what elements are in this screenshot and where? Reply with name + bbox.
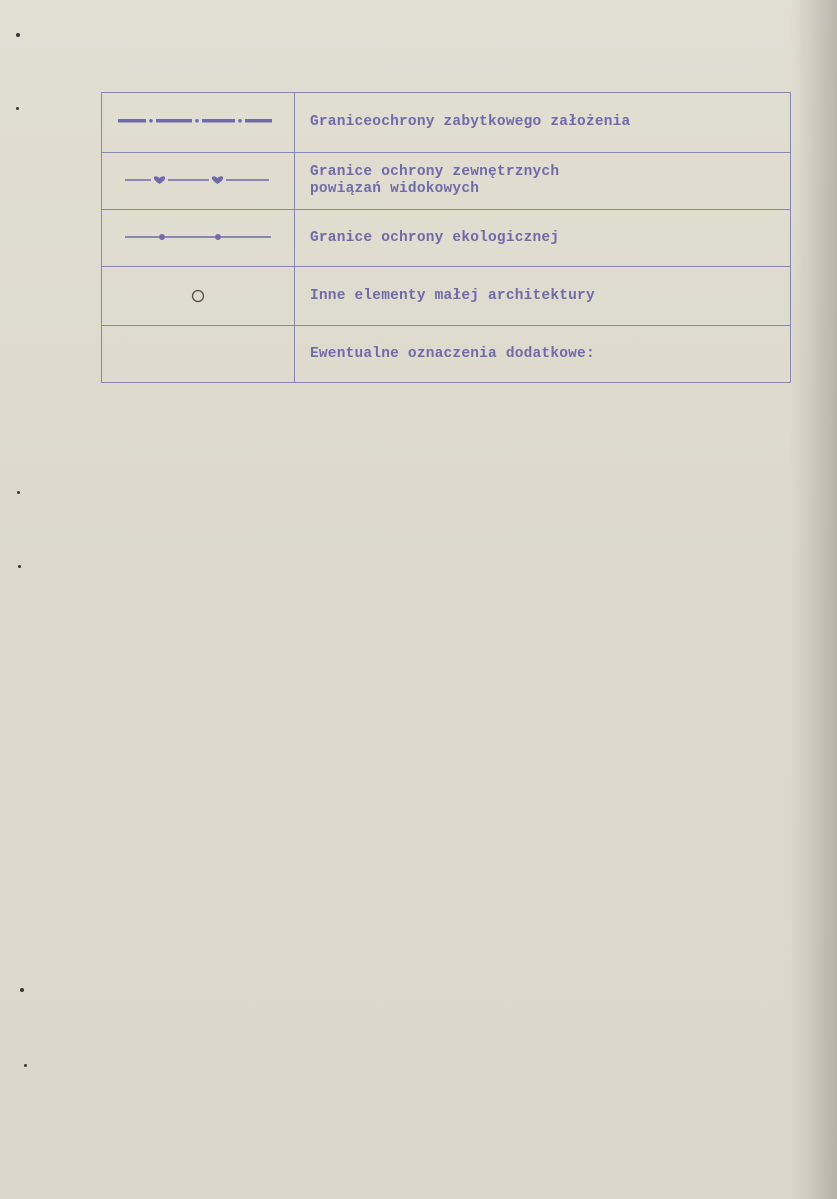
punch-mark	[20, 988, 24, 992]
legend-label-line: Granice ochrony zewnętrznych	[310, 164, 560, 180]
open-circle-icon	[188, 286, 208, 306]
legend-symbol-cell	[102, 267, 295, 326]
legend-row	[102, 326, 791, 383]
legend-label: Inne elementy małej architektury	[295, 267, 791, 326]
legend-symbol-cell	[102, 153, 295, 210]
legend-label-line: powiązań widokowych	[310, 181, 480, 197]
punch-mark	[16, 107, 19, 110]
legend-row	[102, 93, 791, 153]
punch-mark	[24, 1064, 27, 1067]
punch-mark	[18, 565, 21, 568]
page-edge-shadow	[807, 0, 837, 1199]
legend-table	[101, 92, 791, 383]
legend-symbol-cell-empty	[102, 326, 295, 383]
legend-symbol-cell	[102, 210, 295, 267]
legend-label: Ewentualne oznaczenia dodatkowe:	[295, 326, 791, 383]
dash-dot-line-icon	[118, 115, 278, 127]
punch-mark	[17, 491, 20, 494]
legend-row	[102, 210, 791, 267]
legend-row	[102, 267, 791, 326]
punch-mark	[16, 33, 20, 37]
line-with-heart-marks-icon	[123, 173, 273, 187]
legend-label: Granice ochrony ekologicznej	[295, 210, 791, 267]
legend-label: Graniceochrony zabytkowego założenia	[295, 93, 791, 153]
legend-row	[102, 153, 791, 210]
legend-label	[295, 153, 791, 210]
legend-symbol-cell	[102, 93, 295, 153]
line-with-dots-icon	[123, 230, 273, 244]
